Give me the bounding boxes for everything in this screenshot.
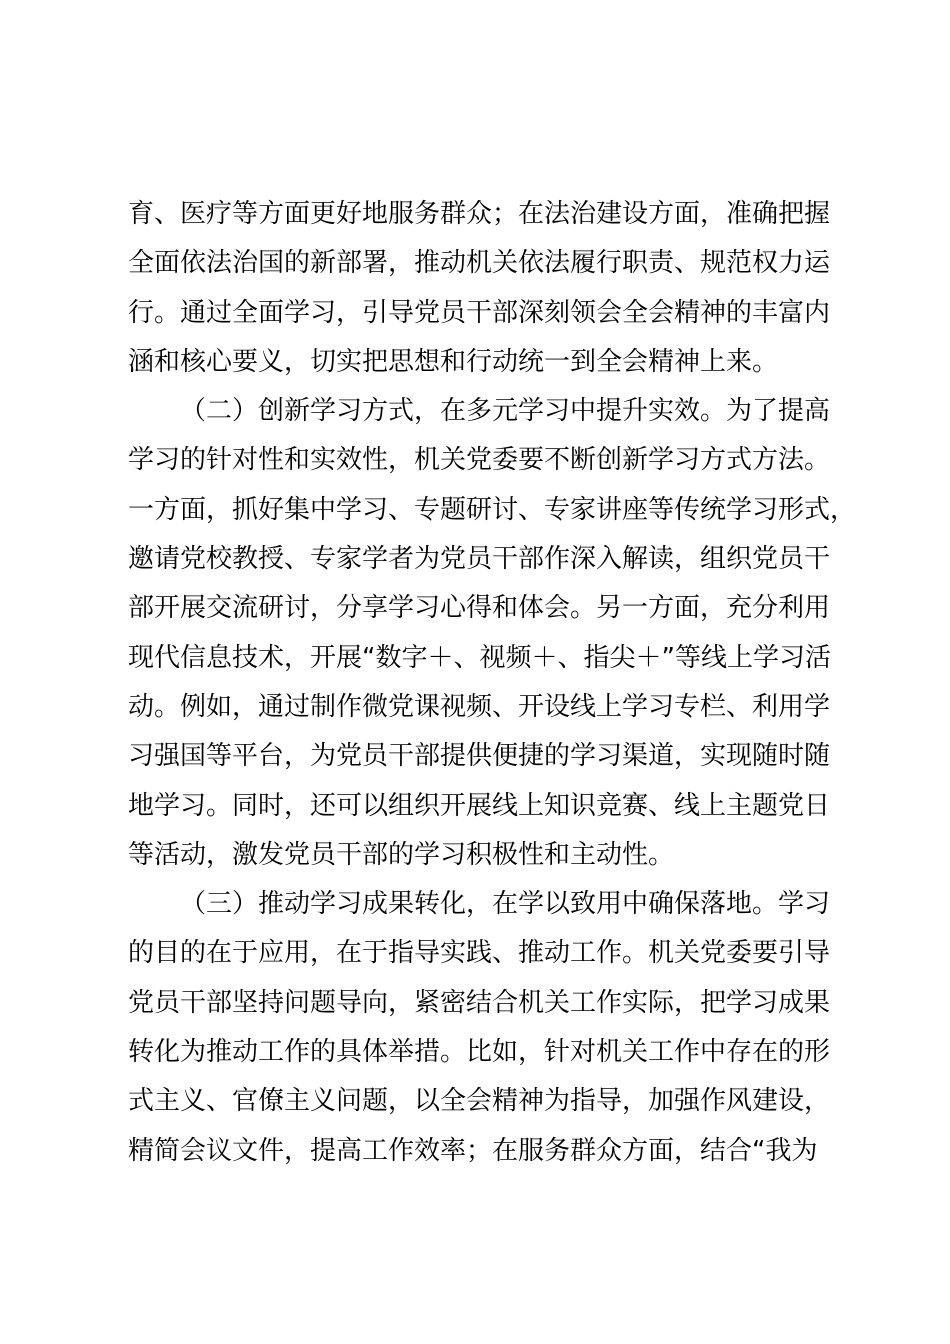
- text-line: 学习的针对性和实效性，机关党委要不断创新学习方式方法。: [128, 445, 831, 476]
- text-line: 育、医疗等方面更好地服务群众；在法治建设方面，准确把握: [128, 199, 831, 229]
- paragraph-heading-line: （三）推动学习成果转化，在学以致用中确保落地。学习: [180, 889, 831, 920]
- text-line: 动。例如，通过制作微党课视频、开设线上学习专栏、利用学: [128, 691, 831, 722]
- text-line: 式主义、官僚主义问题，以全会精神为指导，加强作风建设，: [128, 1086, 831, 1117]
- text-line: 习强国等平台，为党员干部提供便捷的学习渠道，实现随时随: [128, 741, 831, 772]
- paragraph-heading-line: （二）创新学习方式，在多元学习中提升实效。为了提高: [180, 396, 831, 427]
- text-line: 部开展交流研讨，分享学习心得和体会。另一方面，充分利用: [128, 593, 831, 624]
- text-line: 涵和核心要义，切实把思想和行动统一到全会精神上来。: [128, 346, 779, 377]
- text-line: 等活动，激发党员干部的学习积极性和主动性。: [128, 839, 675, 870]
- text-line: 一方面，抓好集中学习、专题研讨、专家讲座等传统学习形式，: [128, 494, 857, 525]
- text-line: 现代信息技术，开展“数字＋、视频＋、指尖＋”等线上学习活: [128, 642, 831, 673]
- text-line: 转化为推动工作的具体举措。比如，针对机关工作中存在的形: [128, 1037, 831, 1068]
- text-line: 邀请党校教授、专家学者为党员干部作深入解读，组织党员干: [128, 544, 831, 575]
- text-line: 的目的在于应用，在于指导实践、推动工作。机关党委要引导: [128, 938, 831, 969]
- text-line: 全面依法治国的新部署，推动机关依法履行职责、规范权力运: [128, 248, 831, 279]
- text-line: 地学习。同时，还可以组织开展线上知识竞赛、线上主题党日: [128, 790, 831, 821]
- body-text: [128, 190, 857, 1176]
- text-line: 行。通过全面学习，引导党员干部深刻领会全会精神的丰富内: [128, 297, 831, 328]
- text-line: 精简会议文件，提高工作效率；在服务群众方面，结合“我为: [128, 1135, 818, 1166]
- text-line: 党员干部坚持问题导向，紧密结合机关工作实际，把学习成果: [128, 987, 831, 1018]
